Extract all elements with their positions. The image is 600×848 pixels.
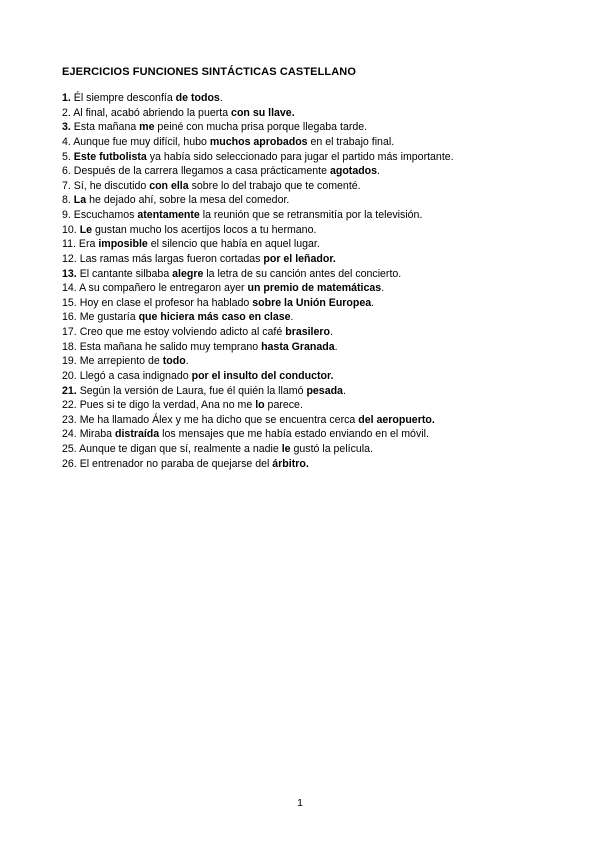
sentence-text: Él siempre desconfía xyxy=(73,92,176,104)
exercise-number: 13. xyxy=(62,267,77,280)
exercise-item xyxy=(62,91,582,106)
exercise-item xyxy=(62,398,582,413)
sentence-text: El entrenador no paraba de quejarse del xyxy=(79,457,273,470)
highlighted-phrase: árbitro. xyxy=(272,457,309,470)
highlighted-phrase: hasta Granada xyxy=(261,340,335,353)
exercise-number: 15. xyxy=(62,296,77,309)
highlighted-phrase: me xyxy=(139,121,155,134)
sentence-text: Me arrepiento de xyxy=(79,355,163,368)
exercise-number: 7. xyxy=(62,179,71,192)
exercise-item xyxy=(62,193,582,208)
sentence-text: sobre lo del trabajo que te comenté. xyxy=(188,179,361,192)
sentence-text: Las ramas más largas fueron cortadas xyxy=(79,252,264,265)
sentence-text: . xyxy=(334,340,338,353)
exercise-item xyxy=(62,281,582,296)
highlighted-phrase: atentamente xyxy=(137,209,200,221)
exercise-number: 3. xyxy=(62,121,71,134)
sentence-text: Sí, he discutido xyxy=(73,179,150,192)
exercise-item xyxy=(62,442,582,457)
exercise-item xyxy=(62,252,582,267)
sentence-text: la letra de su canción antes del concierto. xyxy=(203,267,402,280)
sentence-text: Después de la carrera llegamos a casa prácticamente xyxy=(73,165,330,178)
sentence-text: la reunión que se retransmitía por la televisión. xyxy=(199,209,423,221)
sentence-text: Era xyxy=(78,238,99,251)
highlighted-phrase: distraída xyxy=(115,428,160,441)
exercise-number: 10. xyxy=(62,223,77,236)
sentence-text: los mensajes que me había estado enviando en el móvil. xyxy=(159,428,429,441)
document-title: EJERCICIOS FUNCIONES SINTÁCTICAS CASTELLANO xyxy=(62,66,356,78)
exercise-item xyxy=(62,208,582,223)
highlighted-phrase: por el leñador. xyxy=(263,252,336,265)
exercise-number: 9. xyxy=(62,209,71,221)
exercise-number: 22. xyxy=(62,399,77,412)
exercise-list xyxy=(62,91,582,471)
exercise-number: 23. xyxy=(62,413,77,426)
exercise-number: 6. xyxy=(62,165,71,178)
exercise-number: 18. xyxy=(62,340,77,353)
sentence-text: Escuchamos xyxy=(73,209,138,221)
sentence-text: gustan mucho los acertijos locos a tu hermano. xyxy=(92,223,317,236)
sentence-text: Creo que me estoy volviendo adicto al café xyxy=(79,326,286,338)
highlighted-phrase: del aeropuerto. xyxy=(358,413,435,426)
exercise-number: 2. xyxy=(62,106,71,119)
exercise-item xyxy=(62,164,582,179)
exercise-number: 20. xyxy=(62,369,77,382)
sentence-text: Me gustaría xyxy=(79,311,139,324)
exercise-number: 21. xyxy=(62,384,77,397)
exercise-number: 25. xyxy=(62,443,77,455)
exercise-item xyxy=(62,325,582,340)
exercise-item xyxy=(62,384,582,399)
exercise-number: 16. xyxy=(62,311,77,324)
sentence-text: Pues si te digo la verdad, Ana no me xyxy=(79,399,256,412)
highlighted-phrase: por el insulto del conductor. xyxy=(191,369,334,382)
sentence-text: Aunque te digan que sí, realmente a nadie xyxy=(79,443,282,455)
highlighted-phrase: agotados xyxy=(329,165,378,178)
exercise-item xyxy=(62,427,582,442)
highlighted-phrase: alegre xyxy=(172,267,204,280)
highlighted-phrase: La xyxy=(73,194,87,207)
exercise-item xyxy=(62,135,582,150)
highlighted-phrase: que hiciera más caso en clase xyxy=(138,311,291,324)
sentence-text: he dejado ahí, sobre la mesa del comedor. xyxy=(86,194,290,207)
highlighted-phrase: muchos aprobados xyxy=(209,135,308,148)
highlighted-phrase: con su llave. xyxy=(231,106,295,119)
highlighted-phrase: todo xyxy=(162,355,186,368)
exercise-number: 5. xyxy=(62,150,71,163)
highlighted-phrase: un premio de matemáticas xyxy=(247,282,382,295)
sentence-text: Según la versión de Laura, fue él quién la llamó xyxy=(79,384,307,397)
sentence-text: Esta mañana he salido muy temprano xyxy=(79,340,262,353)
sentence-text: . xyxy=(185,355,189,368)
exercise-number: 17. xyxy=(62,326,77,338)
highlighted-phrase: lo xyxy=(255,399,265,412)
exercise-item xyxy=(62,237,582,252)
sentence-text: gustó la película. xyxy=(290,443,373,455)
sentence-text: Me ha llamado Álex y me ha dicho que se encuentra cerca xyxy=(79,413,359,426)
sentence-text: peiné con mucha prisa porque llegaba tarde. xyxy=(154,121,368,134)
exercise-item xyxy=(62,340,582,355)
sentence-text: El cantante silbaba xyxy=(79,267,173,280)
highlighted-phrase: de todos xyxy=(175,92,220,104)
page-number: 1 xyxy=(297,797,303,809)
sentence-text: . xyxy=(342,384,346,397)
exercise-item xyxy=(62,457,582,472)
sentence-text: Al final, acabó abriendo la puerta xyxy=(73,106,232,119)
exercise-item xyxy=(62,354,582,369)
sentence-text: Esta mañana xyxy=(73,121,140,134)
exercise-item xyxy=(62,179,582,194)
exercise-number: 24. xyxy=(62,428,77,441)
exercise-item xyxy=(62,413,582,428)
highlighted-phrase: Este futbolista xyxy=(73,150,147,163)
sentence-text: . xyxy=(377,165,380,178)
sentence-text: parece. xyxy=(264,399,303,412)
highlighted-phrase: sobre la Unión Europea xyxy=(252,296,372,309)
highlighted-phrase: Le xyxy=(79,223,93,236)
sentence-text: A su compañero le entregaron ayer xyxy=(79,282,248,295)
sentence-text: Aunque fue muy difícil, hubo xyxy=(73,135,210,148)
sentence-text: . xyxy=(371,296,375,309)
exercise-number: 4. xyxy=(62,135,71,148)
sentence-text: . xyxy=(219,92,223,104)
exercise-item xyxy=(62,223,582,238)
sentence-text: Hoy en clase el profesor ha hablado xyxy=(79,296,253,309)
highlighted-phrase: con ella xyxy=(149,179,189,192)
sentence-text: en el trabajo final. xyxy=(307,135,395,148)
sentence-text: . xyxy=(329,326,333,338)
exercise-item xyxy=(62,296,582,311)
exercise-item xyxy=(62,267,582,282)
exercise-item xyxy=(62,150,582,165)
highlighted-phrase: imposible xyxy=(98,238,148,251)
sentence-text: ya había sido seleccionado para jugar el partido más importante. xyxy=(146,150,454,163)
exercise-number: 19. xyxy=(62,355,77,368)
sentence-text: Llegó a casa indignado xyxy=(79,369,192,382)
sentence-text: Miraba xyxy=(79,428,116,441)
sentence-text: el silencio que había en aquel lugar. xyxy=(147,238,320,251)
exercise-number: 12. xyxy=(62,252,77,265)
exercise-item xyxy=(62,106,582,121)
sentence-text: . xyxy=(290,311,294,324)
sentence-text: . xyxy=(381,282,385,295)
exercise-item xyxy=(62,120,582,135)
exercise-item xyxy=(62,369,582,384)
exercise-item xyxy=(62,310,582,325)
highlighted-phrase: brasilero xyxy=(285,326,330,338)
exercise-number: 1. xyxy=(62,92,71,104)
highlighted-phrase: le xyxy=(281,443,291,455)
exercise-number: 26. xyxy=(62,457,77,470)
exercise-number: 14. xyxy=(62,282,77,295)
highlighted-phrase: pesada xyxy=(306,384,343,397)
exercise-number: 11. xyxy=(62,238,76,251)
exercise-number: 8. xyxy=(62,194,71,207)
